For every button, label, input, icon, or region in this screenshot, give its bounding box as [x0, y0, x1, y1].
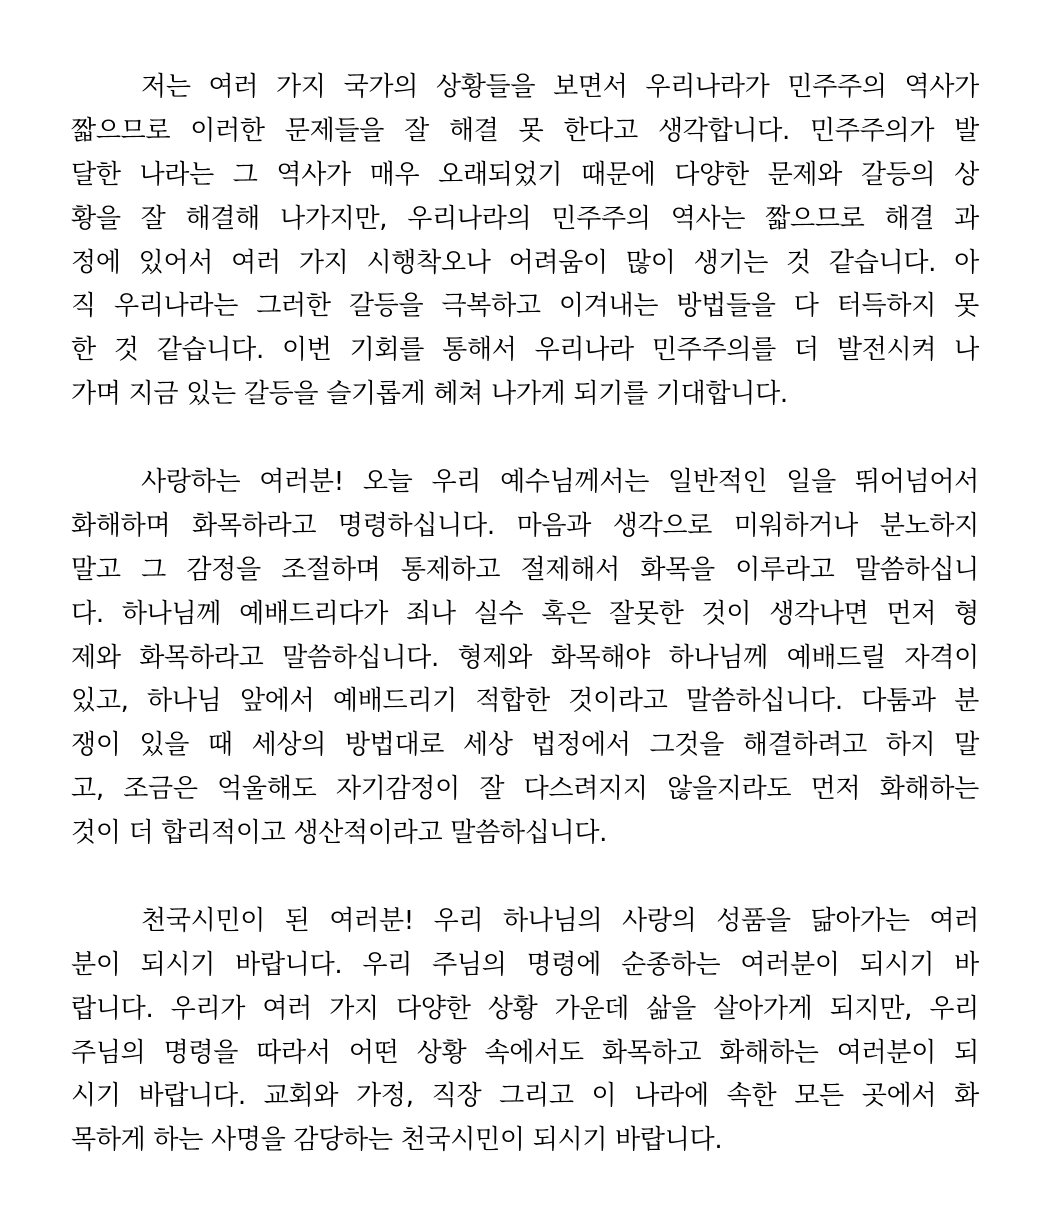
- text-line: 저는 여러 가지 국가의 상황들을 보면서 우리나라가 민주주의 역사가: [141, 72, 979, 102]
- text-line: 직 우리나라는 그러한 갈등을 극복하고 이겨내는 방법들을 다 터득하지 못: [71, 291, 979, 322]
- text-line: 랍니다. 우리가 여러 가지 다양한 상황 가운데 삶을 살아가게 되지만, 우리: [71, 993, 979, 1024]
- text-line: 시기 바랍니다. 교회와 가정, 직장 그리고 이 나라에 속한 모든 곳에서 화: [71, 1081, 979, 1112]
- text-line: 고, 조금은 억울해도 자기감정이 잘 다스려지지 않을지라도 먼저 화해하는: [71, 774, 979, 805]
- text-line: 천국시민이 된 여러분! 우리 하나님의 사랑의 성품을 닮아가는 여러: [141, 905, 979, 936]
- text-line: 정에 있어서 여러 가지 시행착오나 어려움이 많이 생기는 것 같습니다. 아: [71, 247, 979, 278]
- text-line: 짧으므로 이러한 문제들을 잘 해결 못 한다고 생각합니다. 민주주의가 발: [71, 115, 979, 146]
- text-line: 화해하며 화목하라고 명령하십니다. 마음과 생각으로 미워하거나 분노하지: [71, 510, 979, 541]
- paragraph-reconciliation: [71, 461, 979, 856]
- text-line: 분이 되시기 바랍니다. 우리 주님의 명령에 순종하는 여러분이 되시기 바: [71, 949, 979, 980]
- text-line: 것이 더 합리적이고 생산적이라고 말씀하십니다.: [71, 818, 608, 849]
- paragraph-gap: [71, 856, 979, 900]
- paragraph-democracy: [71, 66, 979, 417]
- text-line: 쟁이 있을 때 세상의 방법대로 세상 법정에서 그것을 해결하려고 하지 말: [71, 730, 979, 761]
- text-line: 제와 화목하라고 말씀하십니다. 형제와 화목해야 하나님께 예배드릴 자격이: [71, 642, 979, 673]
- paragraph-gap: [71, 417, 979, 461]
- text-line: 한 것 같습니다. 이번 기회를 통해서 우리나라 민주주의를 더 발전시켜 나: [71, 335, 979, 366]
- text-line: 있고, 하나님 앞에서 예배드리기 적합한 것이라고 말씀하십니다. 다툼과 분: [71, 686, 979, 717]
- text-line: 황을 잘 해결해 나가지만, 우리나라의 민주주의 역사는 짧으므로 해결 과: [71, 203, 979, 234]
- text-line: 가며 지금 있는 갈등을 슬기롭게 헤쳐 나가게 되기를 기대합니다.: [71, 379, 788, 410]
- paragraph-citizens: [71, 900, 979, 1163]
- text-line: 말고 그 감정을 조절하며 통제하고 절제해서 화목을 이루라고 말씀하십니: [71, 554, 979, 585]
- text-line: 목하게 하는 사명을 감당하는 천국시민이 되시기 바랍니다.: [71, 1125, 723, 1156]
- text-line: 달한 나라는 그 역사가 매우 오래되었기 때문에 다양한 문제와 갈등의 상: [71, 159, 979, 190]
- text-line: 주님의 명령을 따라서 어떤 상황 속에서도 화목하고 화해하는 여러분이 되: [71, 1037, 979, 1068]
- text-line: 사랑하는 여러분! 오늘 우리 예수님께서는 일반적인 일을 뛰어넘어서: [141, 467, 979, 498]
- document-body: [71, 66, 979, 1163]
- text-line: 다. 하나님께 예배드리다가 죄나 실수 혹은 잘못한 것이 생각나면 먼저 형: [71, 598, 979, 629]
